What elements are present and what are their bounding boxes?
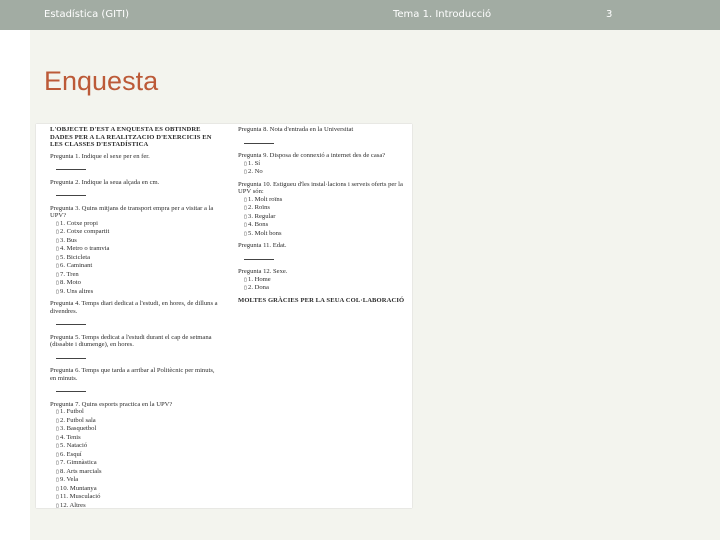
answer-box bbox=[56, 189, 86, 196]
option: ▯ 8. Arts marcials bbox=[50, 468, 220, 477]
answer-box bbox=[56, 385, 86, 392]
topic-label: Tema 1. Introducció bbox=[393, 9, 492, 20]
question-11: Pregunta 11. Edat. bbox=[238, 242, 287, 249]
slide-header-bar bbox=[0, 0, 720, 30]
option: ▯ 6. Esquí bbox=[50, 451, 220, 460]
option: ▯ 1. Sí bbox=[238, 160, 406, 169]
option: ▯ 3. Basquetbol bbox=[50, 425, 220, 434]
course-label: Estadística (GITI) bbox=[44, 9, 129, 20]
option: ▯ 1. Home bbox=[238, 276, 406, 285]
option: ▯ 12. Altres bbox=[50, 502, 220, 511]
option: ▯ 4. Tenis bbox=[50, 434, 220, 443]
option: ▯ 1. Cotxe propi bbox=[50, 220, 220, 229]
option: ▯ 2. Dona bbox=[238, 284, 406, 293]
option: ▯ 1. Molt roïns bbox=[238, 196, 406, 205]
question-12: Pregunta 12. Sexe. bbox=[238, 268, 288, 275]
option: ▯ 4. Metro o tramvia bbox=[50, 245, 220, 254]
option: ▯ 5. Natació bbox=[50, 442, 220, 451]
answer-box bbox=[244, 137, 274, 144]
option: ▯ 2. No bbox=[238, 168, 406, 177]
option: ▯ 2. Roïns bbox=[238, 204, 406, 213]
option: ▯ 3. Regular bbox=[238, 213, 406, 222]
closing-message: MOLTES GRÀCIES PER LA SEUA COL·LABORACIÓ bbox=[238, 296, 405, 304]
question-1: Pregunta 1. Indique el sexe per en fer. bbox=[50, 152, 150, 160]
question-2: Pregunta 2. Indique la seua alçada en cm. bbox=[50, 178, 160, 186]
question-5: Pregunta 5. Temps dedicat a l'estudi durant el cap de setmana (dissabte i diumenge), en hores. bbox=[50, 333, 212, 348]
option: ▯ 3. Bus bbox=[50, 237, 220, 246]
question-9: Pregunta 9. Disposa de connexió a internet des de casa? bbox=[238, 152, 386, 159]
option: ▯ 9. Uns altres bbox=[50, 288, 220, 297]
answer-box bbox=[244, 253, 274, 260]
option: ▯ 7. Tren bbox=[50, 271, 220, 280]
option: ▯ 5. Bicicleta bbox=[50, 254, 220, 263]
option: ▯ 9. Vela bbox=[50, 476, 220, 485]
slide-title: Enquesta bbox=[44, 66, 159, 96]
question-3: Pregunta 3. Quins mitjans de transport empra per a visitar a la UPV? bbox=[50, 204, 214, 219]
option: ▯ 5. Molt bons bbox=[238, 230, 406, 239]
option: ▯ 8. Moto bbox=[50, 279, 220, 288]
option: ▯ 2. Futbol sala bbox=[50, 417, 220, 426]
answer-box bbox=[56, 352, 86, 359]
questionnaire-intro: L'OBJECTE D'EST A ENQUESTA ES OBTINDRE DADES PER A LA REALITZACIO D'EXERCICIS EN LES CLASSES D'ESTADÍSTICA bbox=[50, 126, 212, 148]
option: ▯ 1. Futbol bbox=[50, 408, 220, 417]
option: ▯ 6. Caminant bbox=[50, 262, 220, 271]
question-10: Pregunta 10. Estigueu d'les instal·lacions i serveis oferts per la UPV són: bbox=[238, 180, 403, 195]
answer-box bbox=[56, 318, 86, 325]
questionnaire-right-column bbox=[238, 126, 406, 304]
question-4: Pregunta 4. Temps diari dedicat a l'estudi, en hores, de dilluns a divendres. bbox=[50, 300, 218, 315]
question-6: Pregunta 6. Temps que tarda a arribar al Politècnic per minuts, en minuts. bbox=[50, 367, 215, 382]
questionnaire-image bbox=[36, 124, 412, 508]
questionnaire-left-column bbox=[50, 126, 220, 510]
option: ▯ 11. Musculació bbox=[50, 493, 220, 502]
option: ▯ 2. Cotxe compartit bbox=[50, 228, 220, 237]
page-number: 3 bbox=[606, 9, 613, 20]
question-7: Pregunta 7. Quins esports practica en la UPV? bbox=[50, 400, 173, 408]
option: ▯ 7. Gimnàstica bbox=[50, 459, 220, 468]
option: ▯ 4. Bons bbox=[238, 221, 406, 230]
option: ▯ 10. Muntanya bbox=[50, 485, 220, 494]
question-8: Pregunta 8. Nota d'entrada en la Universitat bbox=[238, 126, 354, 133]
answer-box bbox=[56, 163, 86, 170]
